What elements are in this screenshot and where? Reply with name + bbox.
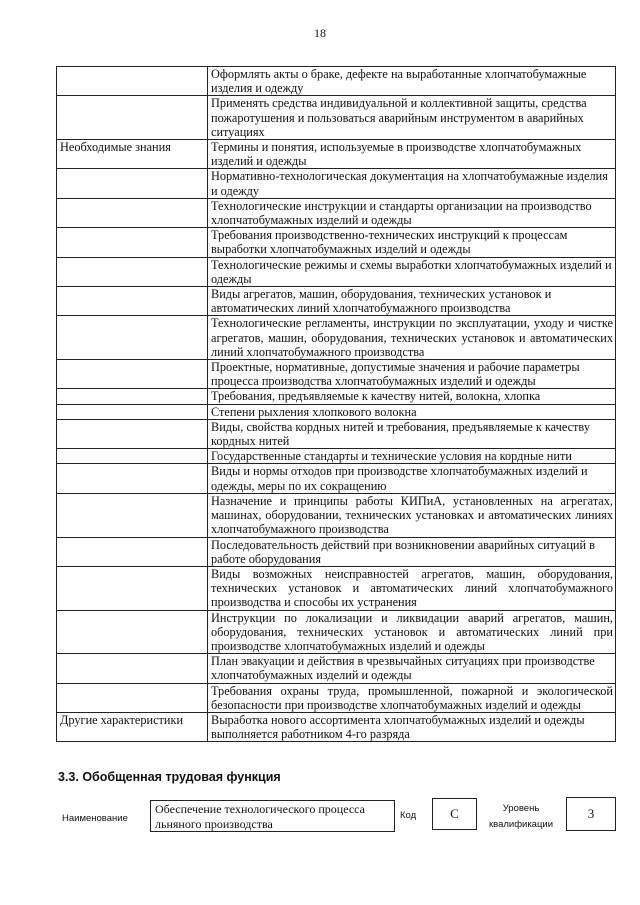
row-text: Термины и понятия, используемые в производстве хлопчатобумажных изделий и одежды [208,140,616,169]
table-row [57,566,616,610]
row-text: Применять средства индивидуальной и коллективной защиты, средства пожаротушения и пользоваться аварийным инструментом в аварийных ситуациях [208,96,616,140]
row-text: Последовательность действий при возникновении аварийных ситуаций в работе оборудования [208,537,616,566]
row-text: Нормативно-технологическая документация на хлопчатобумажные изделия и одежду [208,169,616,198]
row-text: Виды, свойства кордных нитей и требования, предъявляемые к качеству кордных нитей [208,419,616,448]
skills-table [56,66,616,742]
row-text: Требования, предъявляемые к качеству нитей, волокна, хлопка [208,389,616,404]
row-label [57,287,208,316]
row-label [57,537,208,566]
row-text: Требования производственно-технических инструкций к процессам выработки хлопчатобумажных изделий и одежды [208,228,616,257]
table-row [57,287,616,316]
row-text: Технологические регламенты, инструкции по эксплуатации, уходу и чистке агрегатов, машин, оборудования, технических установок и автоматических линий хлопчатобумажного производства [208,316,616,360]
row-text: Оформлять акты о браке, дефекте на выработанные хлопчатобумажные изделия и одежду [208,67,616,96]
table-row [57,712,616,741]
table-row [57,654,616,683]
row-label [57,654,208,683]
row-text: Технологические инструкции и стандарты организации на производство хлопчатобумажных изделий и одежды [208,198,616,227]
row-label [57,257,208,286]
row-text: План эвакуации и действия в чрезвычайных ситуациях при производстве хлопчатобумажных изделий и одежды [208,654,616,683]
row-label [57,96,208,140]
row-label [57,419,208,448]
table-row [57,449,616,464]
row-text: Виды и нормы отходов при производстве хлопчатобумажных изделий и одежды, меры по их сокращению [208,464,616,493]
table-row [57,169,616,198]
row-label [57,360,208,389]
row-text: Степени рыхления хлопкового волокна [208,404,616,419]
table-row [57,96,616,140]
table-row [57,419,616,448]
name-value: Обеспечение технологического процесса льняного производства [150,800,395,832]
table-row [57,493,616,537]
table-row [57,316,616,360]
table-row [57,610,616,654]
table-row [57,464,616,493]
row-text: Выработка нового ассортимента хлопчатобумажных изделий и одежды выполняется работником 4-го разряда [208,712,616,741]
row-label: Другие характеристики [57,712,208,741]
table-row [57,198,616,227]
row-text: Виды агрегатов, машин, оборудования, технических установок и автоматических линий хлопчатобумажного производства [208,287,616,316]
row-label [57,493,208,537]
row-label [57,389,208,404]
row-label [57,404,208,419]
table-row [57,537,616,566]
table-row [57,257,616,286]
code-value: C [432,798,477,830]
row-text: Технологические режимы и схемы выработки хлопчатобумажных изделий и одежды [208,257,616,286]
row-label [57,228,208,257]
table-row [57,140,616,169]
row-text: Назначение и принципы работы КИПиА, установленных на агрегатах, машинах, оборудовании, технических установках и автоматических линиях хлопчатобумажного производства [208,493,616,537]
table-row [57,683,616,712]
row-text: Государственные стандарты и технические условия на кордные нити [208,449,616,464]
table-row [57,228,616,257]
row-label [57,566,208,610]
row-label [57,198,208,227]
row-text: Виды возможных неисправностей агрегатов, машин, оборудования, технических установок и автоматических линий хлопчатобумажного производства и способы их устранения [208,566,616,610]
level-label: Уровень квалификации [488,803,554,830]
table-row [57,389,616,404]
page-number: 18 [314,26,326,40]
row-label: Необходимые знания [57,140,208,169]
section-title: 3.3. Обобщенная трудовая функция [58,770,281,784]
row-label [57,683,208,712]
table-row [57,360,616,389]
row-label [57,610,208,654]
row-text: Инструкции по локализации и ликвидации аварий агрегатов, машин, оборудования, технических установок и автоматических линий при производстве хлопчатобумажных изделий и одежды [208,610,616,654]
row-label [57,464,208,493]
row-label [57,67,208,96]
level-value: 3 [566,797,616,831]
code-label: Код [400,810,417,821]
table-row [57,404,616,419]
row-label [57,169,208,198]
row-text: Проектные, нормативные, допустимые значения и рабочие параметры процесса производства хлопчатобумажных изделий и одежды [208,360,616,389]
table-row [57,67,616,96]
row-label [57,316,208,360]
row-label [57,449,208,464]
row-text: Требования охраны труда, промышленной, пожарной и экологической безопасности при производстве хлопчатобумажных изделий и одежды [208,683,616,712]
name-label: Наименование [62,813,128,824]
